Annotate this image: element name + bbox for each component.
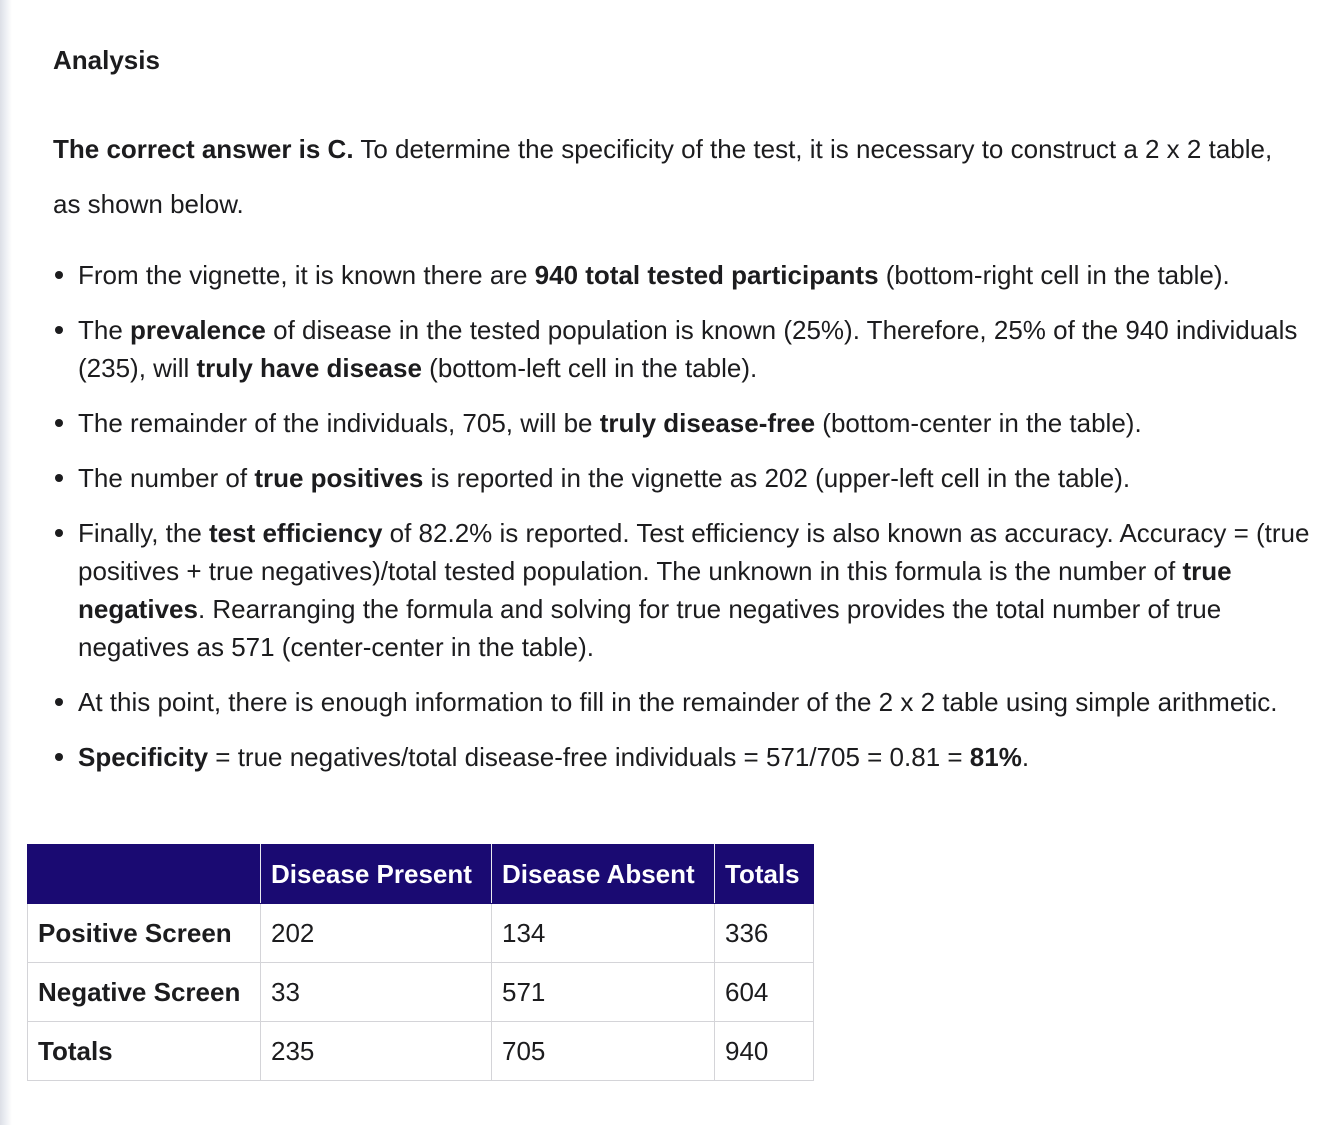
answer-intro (53, 122, 1293, 232)
table-row (28, 1022, 814, 1081)
list-item (52, 404, 1314, 442)
table-cell: 571 (492, 963, 715, 1022)
list-item (52, 459, 1314, 497)
text-run: The (78, 315, 131, 345)
table-corner-header (28, 845, 261, 904)
table-cell: 336 (715, 904, 814, 963)
bold-run: true negatives (78, 556, 1232, 624)
text-run: = true negatives/total disease-free individuals = 571/705 = 0.81 = (208, 742, 970, 772)
answer-intro-text: To determine the specificity of the test, it is necessary to construct a 2 x 2 table, as shown below. (53, 134, 1273, 219)
table-cell: 33 (261, 963, 492, 1022)
list-item (52, 683, 1314, 721)
table-cell: 604 (715, 963, 814, 1022)
text-run: (bottom-right cell in the table). (878, 260, 1230, 290)
row-header: Totals (28, 1022, 261, 1081)
answer-lead: The correct answer is C. (53, 134, 354, 164)
bold-run: 940 total tested participants (534, 260, 879, 290)
table-cell: 705 (492, 1022, 715, 1081)
bold-run: truly have disease (196, 353, 422, 383)
page-left-shadow (0, 0, 12, 1125)
column-header-totals: Totals (715, 845, 814, 904)
section-heading: Analysis (53, 45, 160, 75)
table-cell: 202 (261, 904, 492, 963)
text-run: The remainder of the individuals, 705, will be (78, 408, 600, 438)
bold-run: truly disease-free (599, 408, 816, 438)
table-cell: 134 (492, 904, 715, 963)
list-item (52, 311, 1314, 387)
row-header: Negative Screen (28, 963, 261, 1022)
text-run: is reported in the vignette as 202 (upper-left cell in the table). (423, 463, 1131, 493)
explanation-list (52, 256, 1314, 793)
text-run: (bottom-center in the table). (815, 408, 1142, 438)
table-row (28, 904, 814, 963)
text-run: of disease in the tested population is known (25%). Therefore, 25% of the 940 individuals (235), will (78, 315, 1298, 383)
text-run: The number of (78, 463, 255, 493)
bold-run: true positives (254, 463, 424, 493)
table-cell: 940 (715, 1022, 814, 1081)
column-header-disease-absent: Disease Absent (492, 845, 715, 904)
bold-run: test efficiency (209, 518, 383, 548)
list-item (52, 256, 1314, 294)
bold-run: Specificity (78, 742, 209, 772)
text-run: . (1021, 742, 1030, 772)
table-row (28, 963, 814, 1022)
text-run: (bottom-left cell in the table). (421, 353, 758, 383)
column-header-disease-present: Disease Present (261, 845, 492, 904)
text-run: . Rearranging the formula and solving for true negatives provides the total number of true negatives as 571 (center-center in the table). (78, 594, 1222, 662)
row-header: Positive Screen (28, 904, 261, 963)
text-run: of 82.2% is reported. Test efficiency is also known as accuracy. Accuracy = (true positives + true negatives)/total tested population. The unknown in this formula is the number of (78, 518, 1310, 586)
bold-run: prevalence (130, 315, 266, 345)
list-item (52, 738, 1314, 776)
text-run: At this point, there is enough information to fill in the remainder of the 2 x 2 table using simple arithmetic. (78, 687, 1278, 717)
bold-run: 81% (969, 742, 1022, 772)
table-header-row (28, 845, 814, 904)
table-cell: 235 (261, 1022, 492, 1081)
text-run: From the vignette, it is known there are (78, 260, 535, 290)
two-by-two-table (27, 844, 814, 1081)
list-item (52, 514, 1314, 666)
text-run: Finally, the (78, 518, 210, 548)
